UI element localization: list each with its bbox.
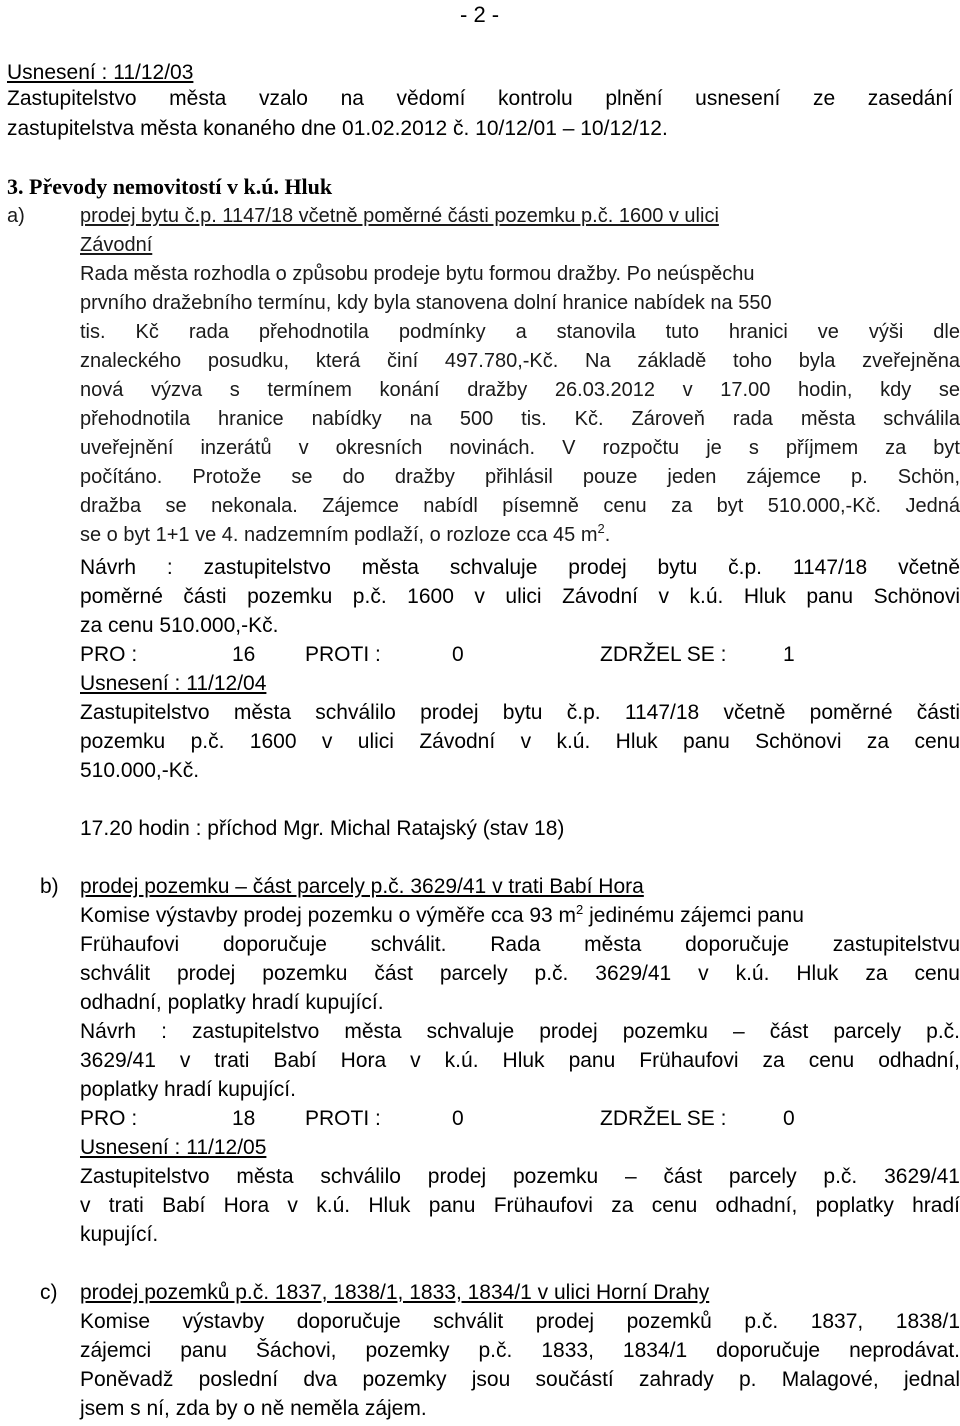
item-a-body-3: tis. Kč rada přehodnotila podmínky a stanovila tuto hranici ve výši dle bbox=[80, 321, 960, 343]
vote-proti-label: PROTI : bbox=[305, 643, 381, 666]
page-number: - 2 - bbox=[460, 2, 500, 27]
item-a-body-8: počítáno. Protože se do dražby přihlásil pouze jeden zájemce p. Schön, bbox=[80, 466, 960, 488]
item-a-proposal-1: Návrh : zastupitelstvo města schvaluje prodej bytu č.p. 1147/18 včetně bbox=[80, 556, 960, 579]
item-b-committee-line bbox=[80, 901, 804, 930]
item-a-title-2: Závodní bbox=[80, 234, 153, 256]
res05-line-3: kupující. bbox=[80, 1223, 159, 1246]
item-b-committee-post: jedinému zájemci panu bbox=[583, 904, 804, 927]
item-b-body-2: schválit prodej pozemku část parcely p.č. 3629/41 v k.ú. Hluk za cenu bbox=[80, 962, 960, 985]
item-b-body-1: Frühaufovi doporučuje schválit. Rada města doporučuje zastupitelstvu bbox=[80, 933, 960, 956]
res03-line-2: zastupitelstva města konaného dne 01.02.2012 č. 10/12/01 – 10/12/12. bbox=[7, 117, 668, 140]
vote-pro-count: 16 bbox=[232, 643, 256, 666]
vote-proti-count: 0 bbox=[452, 1107, 464, 1130]
item-b-body-6: poplatky hradí kupující. bbox=[80, 1078, 296, 1101]
item-c-body-2: zájemci panu Šáchovi, pozemky p.č. 1833, 1834/1 doporučuje neprodávat. bbox=[80, 1339, 960, 1362]
item-a-title-1: prodej bytu č.p. 1147/18 včetně poměrné části pozemku p.č. 1600 v ulici bbox=[80, 205, 719, 227]
item-c-marker: c) bbox=[40, 1281, 58, 1304]
res04-line-1: Zastupitelstvo města schválilo prodej bytu č.p. 1147/18 včetně poměrné části bbox=[80, 701, 960, 724]
res05-line-1: Zastupitelstvo města schválilo prodej pozemku – část parcely p.č. 3629/41 bbox=[80, 1165, 960, 1188]
item-a-body-4: znaleckého posudku, která činí 497.780,-Kč. Na základě toho byla zveřejněna bbox=[80, 350, 960, 372]
resolution-label-04: Usnesení : 11/12/04 bbox=[80, 672, 267, 695]
item-b-body-5: 3629/41 v trati Babí Hora v k.ú. Hluk panu Frühaufovi za cenu odhadní, bbox=[80, 1049, 960, 1072]
item-a-body-7: uveřejnění inzerátů v okresních novinách. V rozpočtu je s příjmem za byt bbox=[80, 437, 960, 459]
item-b-body-4: Návrh : zastupitelstvo města schvaluje prodej pozemku – část parcely p.č. bbox=[80, 1020, 960, 1043]
vote-pro-label: PRO : bbox=[80, 643, 138, 666]
res04-line-2: pozemku p.č. 1600 v ulici Závodní v k.ú. Hluk panu Schönovi za cenu bbox=[80, 730, 960, 753]
item-a-marker: a) bbox=[7, 205, 25, 227]
item-a-body-5: nová výzva s termínem konání dražby 26.03.2012 v 17.00 hodin, kdy se bbox=[80, 379, 960, 401]
item-a-body-2: prvního dražebního termínu, kdy byla stanovena dolní hranice nabídek na 550 bbox=[80, 292, 772, 314]
item-c-body-1: Komise výstavby doporučuje schválit prodej pozemků p.č. 1837, 1838/1 bbox=[80, 1310, 960, 1333]
item-a-proposal-2: poměrné části pozemku p.č. 1600 v ulici Závodní v k.ú. Hluk panu Schönovi bbox=[80, 585, 960, 608]
vote-zdrzel-count: 0 bbox=[783, 1107, 795, 1130]
vote-zdrzel-label: ZDRŽEL SE : bbox=[600, 1107, 727, 1130]
item-b-title: prodej pozemku – část parcely p.č. 3629/41 v trati Babí Hora bbox=[80, 875, 644, 898]
item-a-proposal-3: za cenu 510.000,-Kč. bbox=[80, 614, 279, 637]
vote-zdrzel-count: 1 bbox=[783, 643, 795, 666]
section-heading: 3. Převody nemovitostí v k.ú. Hluk bbox=[7, 174, 333, 199]
item-a-area-text: se o byt 1+1 ve 4. nadzemním podlaží, o rozloze cca 45 m bbox=[80, 524, 598, 546]
res05-line-2: v trati Babí Hora v k.ú. Hluk panu Frühaufovi za cenu odhadní, poplatky hradí bbox=[80, 1194, 960, 1217]
item-c-title: prodej pozemků p.č. 1837, 1838/1, 1833, 1834/1 v ulici Horní Drahy bbox=[80, 1281, 710, 1304]
vote-proti-count: 0 bbox=[452, 643, 464, 666]
arrival-note: 17.20 hodin : příchod Mgr. Michal Ratajský (stav 18) bbox=[80, 817, 565, 840]
vote-pro-count: 18 bbox=[232, 1107, 256, 1130]
item-b-committee-pre: Komise výstavby prodej pozemku o výměře cca 93 m bbox=[80, 904, 577, 927]
item-a-area-tail: . bbox=[604, 524, 611, 546]
item-c-body-4: jsem s ní, zda by o ně neměla zájem. bbox=[80, 1397, 427, 1420]
item-b-body-3: odhadní, poplatky hradí kupující. bbox=[80, 991, 384, 1014]
vote-pro-label: PRO : bbox=[80, 1107, 138, 1130]
item-a-area-line bbox=[80, 521, 610, 550]
vote-proti-label: PROTI : bbox=[305, 1107, 381, 1130]
item-c-body-3: Poněvadž poslední dva pozemky jsou součástí zahrady p. Malagové, jednal bbox=[80, 1368, 960, 1391]
item-b-marker: b) bbox=[40, 875, 59, 898]
item-a-area-sup: 2 bbox=[597, 521, 605, 536]
res04-line-3: 510.000,-Kč. bbox=[80, 759, 200, 782]
resolution-label-05: Usnesení : 11/12/05 bbox=[80, 1136, 267, 1159]
vote-zdrzel-label: ZDRŽEL SE : bbox=[600, 643, 727, 666]
item-a-body-6: přehodnotila hranice nabídky na 500 tis. Kč. Zároveň rada města schválila bbox=[80, 408, 960, 430]
item-a-body-9: dražba se nekonala. Zájemce nabídl písemně cenu za byt 510.000,-Kč. Jedná bbox=[80, 495, 960, 517]
item-b-committee-sup: 2 bbox=[576, 902, 584, 917]
item-a-body-1: Rada města rozhodla o způsobu prodeje bytu formou dražby. Po neúspěchu bbox=[80, 263, 755, 285]
res03-line-1: Zastupitelstvo města vzalo na vědomí kontrolu plnění usnesení ze zasedání bbox=[7, 87, 953, 110]
resolution-label-03: Usnesení : 11/12/03 bbox=[7, 61, 194, 84]
